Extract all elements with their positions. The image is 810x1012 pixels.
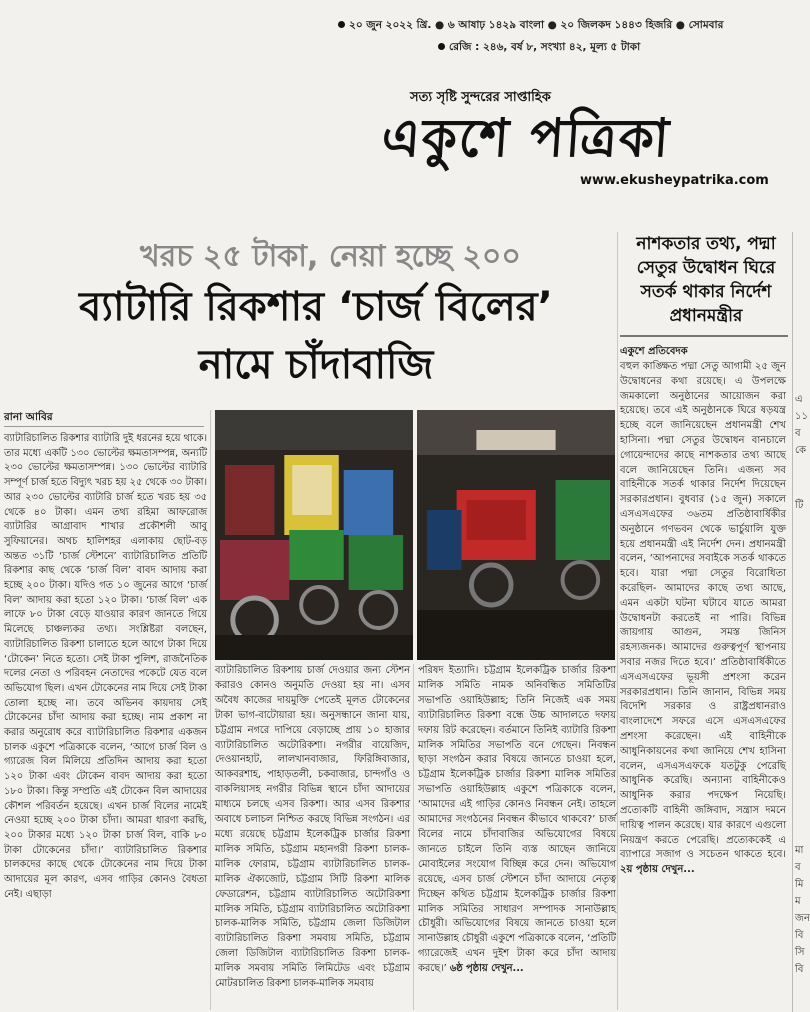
edge-column-fragment: ব <box>795 862 801 873</box>
rickshaw-photo-right-image <box>417 410 615 660</box>
edge-column-fragment: মি <box>795 879 804 890</box>
edge-column-fragment: এ <box>795 394 803 405</box>
column-divider <box>617 232 618 1010</box>
lead-column-3-text: পরিষদ ইত্যাদি। চট্টগ্রাম ইলেকট্রিক চার্জার রিকশা মালিক সমিতি নামক অনিবন্ধিত সমিতিটির সভাপতি ওয়াহিউল্লাহ; তিনি নিজেই এক সময় ব্যাটারিচালিত রিকশা বন্ধে উচ্চ আদালতে দফায় দফায় রিট করেছেন। বর্তমানে তিনিই ব্যাটারি রিকশা মালিক সমিতির সভাপতি বনে গেছেন। নিবন্ধন ছাড়া সংগঠন করার বিষয়ে জানতে চাওয়া হলে, চট্টগ্রাম ইলেকট্রিক চার্জার রিকশা মালিক সমিতির সভাপতি ওয়াহিউল্লাহ একুশে পত্রিকাকে বলেন, ‘আমাদের এই গাড়ির কোনও নিবন্ধন নেই। তাহলে আমাদের সংগঠনের নিবন্ধন কীভাবে থাকবে?’ চার্জ বিলের নামে চাঁদাবাজির অভিযোগের বিষয়ে জানতে চাইলে তিনি ব্যস্ত আছেন জানিয়ে মোবাইলের সংযোগ বিচ্ছিন্ন করে দেন। অভিযোগ রয়েছে, এসব চার্জ স্টেশনে চাঁদা আদায়ে নেতৃত্ব দিচ্ছেন কথিত চট্টগ্রাম ইলেকট্রিক চার্জার রিকশা মালিক সমিতির সাধারণ সম্পাদক সানাউল্লাহ চৌধুরী। অভিযোগের বিষয়ে জানতে চাওয়া হলে সানাউল্লাহ চৌধুরী একুশে পত্রিকাকে বলেন, ‘প্রতিটি গ্যারেজেই এখন দুইশ টাকা করে চাঁদা আদায় করছে।’ <box>418 665 616 975</box>
column-divider <box>413 664 414 1010</box>
edge-column-fragment: জন <box>795 913 810 924</box>
lead-continue-link[interactable]: ৬ষ্ঠ পৃষ্ঠায় দেখুন... <box>449 963 524 975</box>
date-text: ২০ জুন ২০২২ খ্রি. ● ৬ আষাঢ় ১৪২৯ বাংলা ● ২০ জিলকদ ১৪৪৩ হিজরি ● সোমবার <box>349 19 724 31</box>
lead-column-2: ব্যাটারিচালিত রিকশায় চার্জ দেওয়ার জন্য স্টেশন করারও কোনও অনুমতি দেওয়া হয় না। এসব অবৈধ কাজের দায়মুক্তি পেতেই মূলত টোকেনের টাকা ভাগ-বাটোয়ারা হয়। অনুসন্ধানে জানা যায়, চট্টগ্রাম নগরে দাপিয়ে বেড়াচ্ছে প্রায় ১০ হাজার ব্যাটারিচালিত অটোরিকশা। নগরীর বায়েজিদ, দেওয়ানহাট, লালখানবাজার, ফিরিঙ্গিবাজার, আকবরশাহ, পাহাড়তলী, চকবাজার, চান্দগাঁও ও বাকলিয়াসহ নগরীর বিভিন্ন স্থানে চাঁদা আদায়ের মাধ্যমে চলছে এসব রিকশা। আর এসব রিকশার অবাধে চলাচল নিশ্চিত করছে বিভিন্ন সংগঠন। এর মধ্যে রয়েছে চট্টগ্রাম ইলেকট্রিক চার্জার রিকশা মালিক সমিতি, চট্টগ্রাম মহানগরী রিকশা চালক-মালিক ফোরাম, চট্টগ্রাম ব্যাটারিচালিত চালক-মালিক ঐক্যজোট, চট্টগ্রাম সিটি রিকশা মালিক ফেডারেশন, চট্টগ্রাম ব্যাটারিচালিত অটোরিকশা মালিক সমিতি, চট্টগ্রাম ব্যাটারিচালিত অটোরিকশা চালক-মালিক সমিতি, চট্টগ্রাম জেলা ডিজিটাল ব্যাটারিচালিত রিকশা সমবায় সমিতি, চট্টগ্রাম জেলা ডিজিটাল ব্যাটারিচালিত রিকশা চালক-মালিক সমবায় সমিতি লিমিটেড এবং চট্টগ্রাম মোটরচালিত রিকশা চালক-মালিক সমবায় <box>215 665 410 990</box>
edge-column-fragment: কে <box>795 445 807 456</box>
bullet-icon <box>438 43 445 50</box>
lead-kicker: খরচ ২৫ টাকা, নেয়া হচ্ছে ২০০ <box>140 239 521 274</box>
rickshaw-photo-left-image <box>215 410 413 660</box>
lead-headline-line2: নামে চাঁদাবাজি <box>198 342 434 388</box>
lead-headline <box>16 278 616 394</box>
date-line <box>336 18 806 35</box>
lead-column-3 <box>418 664 616 977</box>
side-credit: একুশে প্রতিবেদক <box>620 346 688 357</box>
photo-row <box>215 410 615 660</box>
edge-column-fragment: ব <box>795 428 801 439</box>
side-headline: নাশকতার তথ্য, পদ্মা সেতুর উদ্বোধন ঘিরে সতর্ক থাকার নির্দেশ প্রধানমন্ত্রীর <box>636 234 776 326</box>
edge-column-fragment: মা <box>795 845 804 856</box>
edge-column-fragment: বি <box>795 930 804 941</box>
registration-text: রেজি : ২৪৬, বর্ষ ৮, সংখ্যা ৪২, মূল্য ৫ টাকা <box>449 41 641 53</box>
masthead-tagline: সত্য সৃষ্টি সুন্দরের সাপ্তাহিক <box>410 90 551 105</box>
rickshaw-photo-left <box>215 410 413 660</box>
edge-column-fragment: ১১ <box>795 411 808 422</box>
edge-column-fragment: বি <box>795 964 804 975</box>
rickshaw-photo-right <box>417 410 615 660</box>
cropped-edge-column <box>792 232 810 1012</box>
side-body-text: বহুল কাঙ্ক্ষিত পদ্মা সেতু আগামী ২৫ জুন উদ্বোধনের কথা রয়েছে। এ উপলক্ষে জমকালো অনুষ্ঠানের আয়োজন করা হয়েছে। তবে এই অনুষ্ঠানকে ঘিরে ষড়যন্ত্র হচ্ছে বলে জানিয়েছেন প্রধানমন্ত্রী শেখ হাসিনা। পদ্মা সেতুর উদ্বোধন বানচালে গোয়েন্দাদের কাছে নাশকতার তথ্য আছে বলে জানিয়েছেন তিনি। এজন্য সব বাহিনীকে সতর্ক থাকার নির্দেশ দিয়েছেন সরকারপ্রধান। বুধবার (১৫ জুন) সকালে এসএসএফের ৩৬তম প্রতিষ্ঠাবার্ষিকীর অনুষ্ঠানে গণভবন থেকে ভার্চুয়ালি যুক্ত হয়ে প্রধানমন্ত্রী এই নির্দেশ দেন। প্রধানমন্ত্রী বলেন, ‘আপনাদের সবাইকে সতর্ক থাকতে হবে। যারা পদ্মা সেতুর বিরোধিতা করেছিল- আমাদের কাছে তথ্য আছে, এমন একটা ঘটনা ঘটাবে যাতে আমরা উদ্বোধনটা করতেই না পারি। বিভিন্ন জায়গায় আগুন, সমস্ত জিনিস রহস্যজনক। আমাদের গুরুত্বপূর্ণ স্থাপনায় সবার নজর দিতে হবে।’ প্রতিষ্ঠাবার্ষিকীতে এসএসএফের ভূয়সী প্রশংসা করেন সরকারপ্রধান। তিনি জানান, বিভিন্ন সময় বিদেশি সরকার ও রাষ্ট্রপ্রধানরাও বাংলাদেশে সফরে এসে এসএসএফের প্রশংসা করেছেন। এই বাহিনীকে আধুনিকায়নের কথা জানিয়ে শেখ হাসিনা বলেন, এসএসএফকে যতটুকু পেরেছি আধুনিক করেছি। অন্যান্য বাহিনীকেও আধুনিক করার পদক্ষেপ নিয়েছি। প্রত্যেকটি বাহিনী জঙ্গিবাদ, সন্ত্রাস দমনে দায়িত্ব পালন করেছে। যার কারণে এগুলো নিয়ন্ত্রণ করতে পেরেছি। প্রত্যেককেই এ ব্যাপারে সজাগ ও সচেতন থাকতে হবে। <box>620 361 786 861</box>
edge-column-fragment: ম <box>795 896 801 907</box>
divider <box>620 335 788 337</box>
lead-byline: রানা আবির <box>4 411 53 423</box>
divider <box>4 426 204 427</box>
edge-column-fragment: টি <box>795 500 804 511</box>
side-continue-link[interactable]: ২য় পৃষ্ঠায় দেখুন... <box>620 864 695 876</box>
side-body <box>620 360 786 878</box>
lead-column-1: ব্যাটারিচালিত রিকশার ব্যাটারি দুই ধরনের হয়ে থাকে। তার মধ্যে একটি ১৩০ ভোল্টের ক্ষমতাসম্পন্ন, অন্যটি ২৩০ ভোল্টের ক্ষমতাসম্পন্ন। ১৩০ ভোল্টের ব্যাটারি সম্পূর্ণ চার্জ হতে বিদ্যুৎ খরচ হয় ২৫ থেকে ৩০ টাকা। আর ২৩০ ভোল্টের ব্যাটারি চার্জ হতে খরচ হয় ৩৫ থেকে ৪০ টাকা। এমন তথ্য রহিমা আফরোজ ব্যাটারির আগ্রাবাদ শাখার প্রকৌশলী আবু সুফিয়ানের। অথচ হালিশহর এলাকায় ছোট-বড় অন্তত ৩১টি ‘চার্জ স্টেশনে’ ব্যাটারিচালিত প্রতিটি রিকশার কাছ থেকে ‘চার্জ বিল’ বাবদ আদায় করা হচ্ছে ২০০ টাকা। যদিও গত ১০ জুনের আগে ‘চার্জ বিল’ আদায় করা হতো ১২০ টাকা। ‘চার্জ বিল’ এক লাফে ৮০ টাকা বেড়ে যাওয়ার কারণ জানতে গিয়ে মিলেছে চাঞ্চল্যকর তথ্য। সংশ্লিষ্টরা বলছেন, ব্যাটারিচালিত রিকশা চালাতে হলে আগে টাকা দিয়ে ‘টোকেন’ নিতে হতো। সেই টাকা পুলিশ, রাজনৈতিক দলের নেতা ও পরিবহন নেতাদের পকেটে যেত বলে অভিযোগ ছিল। এখন টোকেনের নাম দিয়ে সেই টাকা তোলা হচ্ছে না। তবে অভিনব কায়দায় সেই টোকেনের চাঁদা আদায় করা হচ্ছে। নাম প্রকাশ না করার অনুরোধ করে ব্যাটারিচালিত রিকশার একজন চালক একুশে পত্রিকাকে বলেন, ‘আগে চার্জ বিল ও গ্যারেজ বিল মিলিয়ে প্রতিদিন আদায় করা হতো ১২০ টাকা এবং টোকেন বাবদ আদায় করা হতো ১৮০ টাকা। কিন্তু সম্প্রতি এই টোকেন বিল আদায়ের কৌশল পরিবর্তন হয়েছে। এখন চার্জ বিলের নামেই নেওয়া হচ্ছে ২০০ টাকা চাঁদা। আমরা ধারণা করছি, ২০০ টাকার মধ্যে ১২০ টাকা চার্জ বিল, বাকি ৮০ টাকা টোকেনের চাঁদা।’ ব্যাটারিচালিত রিকশার চালকদের কাছে থেকে টোকেনের নাম দিয়ে টাকা আদায়ের মূল কারণ, এসব গাড়ির কোনও বৈধতা নেই। এছাড়া <box>4 433 207 900</box>
edge-column-fragment: সি <box>795 947 805 958</box>
bullet-icon <box>338 21 345 28</box>
website-url: www.ekusheypatrika.com <box>580 173 769 188</box>
masthead-logo: একুশে পত্রিকা <box>379 106 673 169</box>
lead-headline-line1: ব্যাটারি রিকশার ‘চার্জ বিলের’ <box>79 284 553 330</box>
registration-line <box>436 40 640 57</box>
column-divider <box>210 410 211 1010</box>
